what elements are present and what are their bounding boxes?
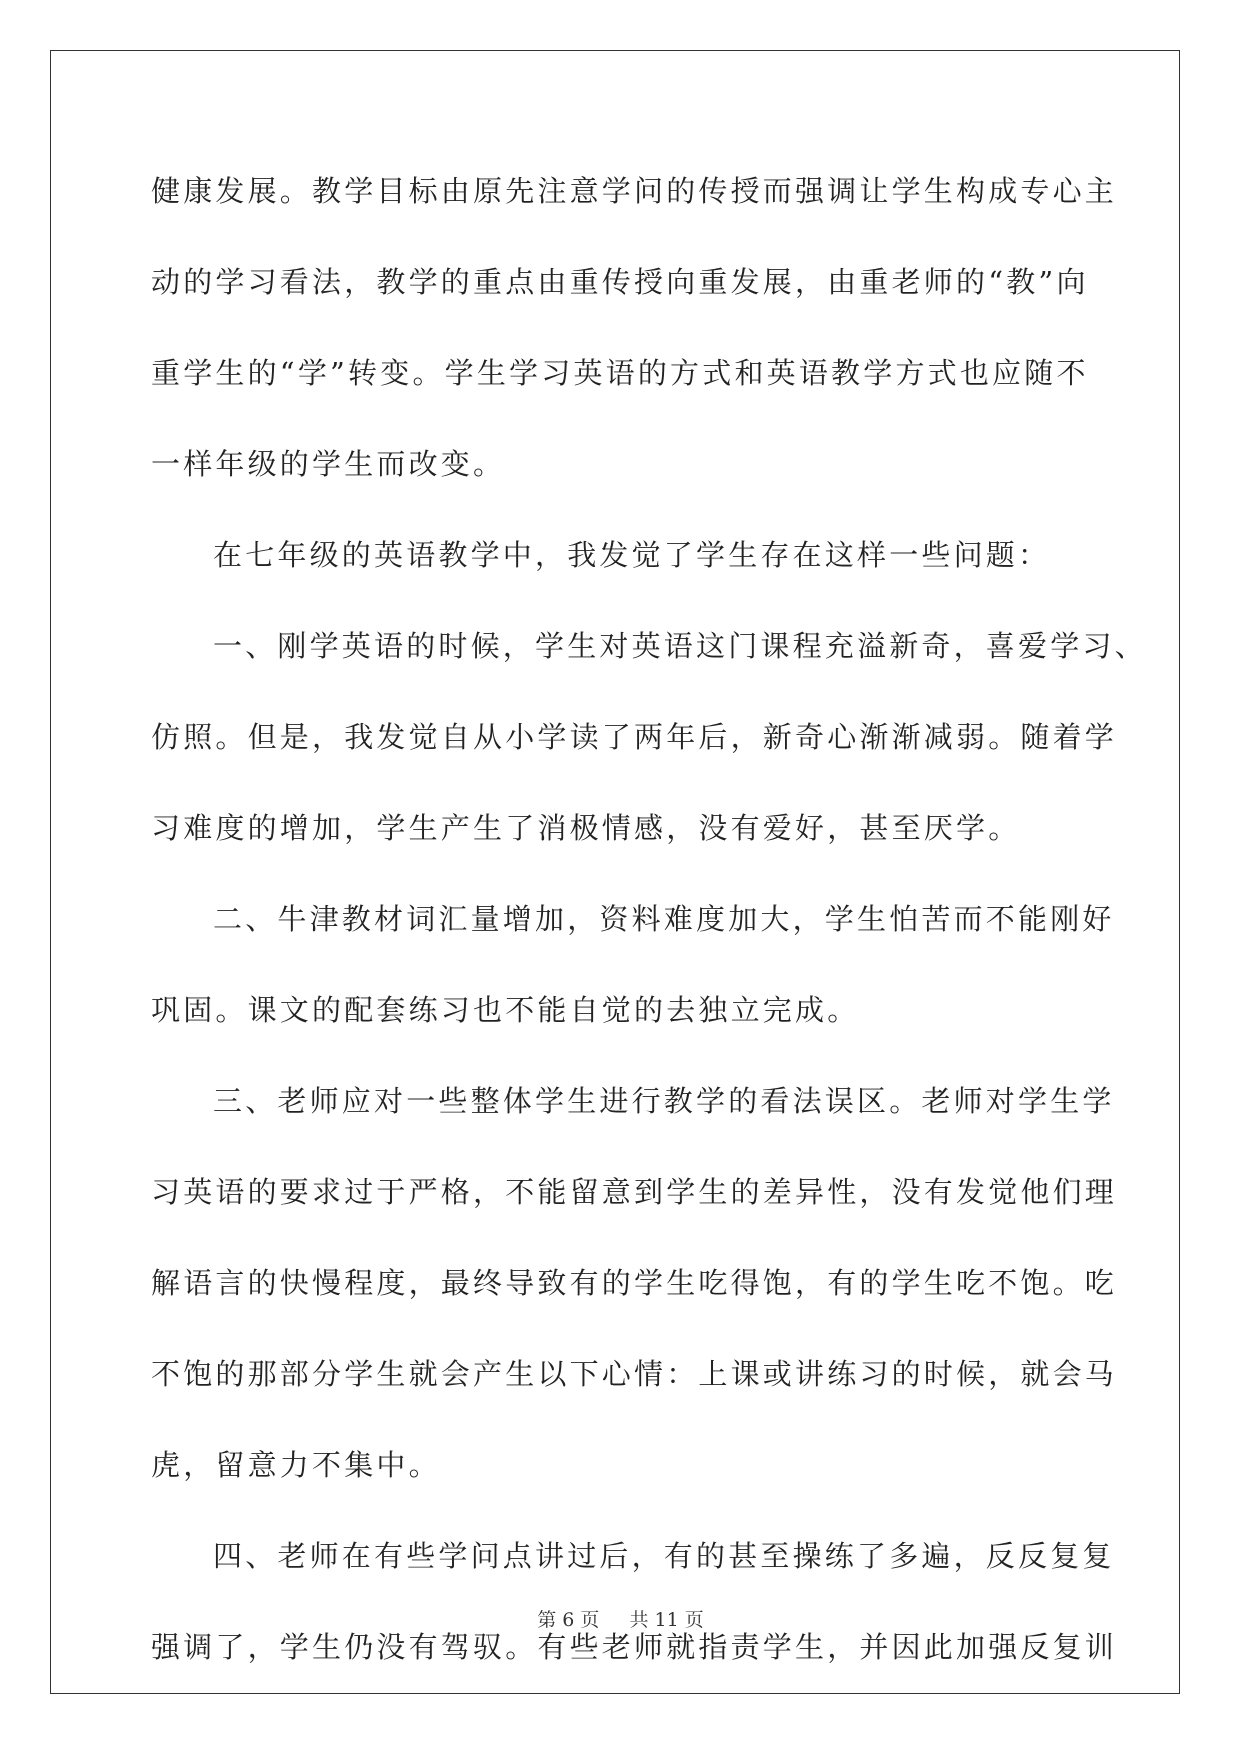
text-line: 虎，留意力不集中。 bbox=[151, 1448, 441, 1482]
page-footer bbox=[0, 1605, 1241, 1632]
text-line: 习难度的增加，学生产生了消极情感，没有爱好，甚至厌学。 bbox=[151, 811, 1021, 845]
text-line: 习英语的要求过于严格，不能留意到学生的差异性，没有发觉他们理 bbox=[151, 1175, 1118, 1209]
text-line: 健康发展。教学目标由原先注意学问的传授而强调让学生构成专心主 bbox=[151, 174, 1118, 208]
text-line: 强调了，学生仍没有驾驭。有些老师就指责学生，并因此加强反复训 bbox=[151, 1630, 1118, 1664]
text-line: 解语言的快慢程度，最终导致有的学生吃得饱，有的学生吃不饱。吃 bbox=[151, 1266, 1118, 1300]
text-line: 重学生的“学”转变。学生学习英语的方式和英语教学方式也应随不 bbox=[151, 356, 1089, 390]
document-body bbox=[151, 162, 1147, 1709]
page-number: 第 6 页 bbox=[537, 1609, 600, 1631]
text-line: 二、牛津教材词汇量增加，资料难度加大，学生怕苦而不能刚好 bbox=[213, 902, 1115, 936]
text-line: 仿照。但是，我发觉自从小学读了两年后，新奇心渐渐减弱。随着学 bbox=[151, 720, 1118, 754]
text-line: 不饱的那部分学生就会产生以下心情：上课或讲练习的时候，就会马 bbox=[151, 1357, 1118, 1391]
text-line: 巩固。课文的配套练习也不能自觉的去独立完成。 bbox=[151, 993, 860, 1027]
page-total: 共 11 页 bbox=[629, 1609, 704, 1631]
text-line: 三、老师应对一些整体学生进行教学的看法误区。老师对学生学 bbox=[213, 1084, 1115, 1118]
text-line: 动的学习看法，教学的重点由重传授向重发展，由重老师的“教”向 bbox=[151, 265, 1089, 299]
text-line: 一样年级的学生而改变。 bbox=[151, 447, 506, 481]
text-line: 在七年级的英语教学中，我发觉了学生存在这样一些问题： bbox=[213, 538, 1051, 572]
text-line: 一、刚学英语的时候，学生对英语这门课程充溢新奇，喜爱学习、 bbox=[213, 629, 1147, 663]
text-line: 四、老师在有些学问点讲过后，有的甚至操练了多遍，反反复复 bbox=[213, 1539, 1115, 1573]
